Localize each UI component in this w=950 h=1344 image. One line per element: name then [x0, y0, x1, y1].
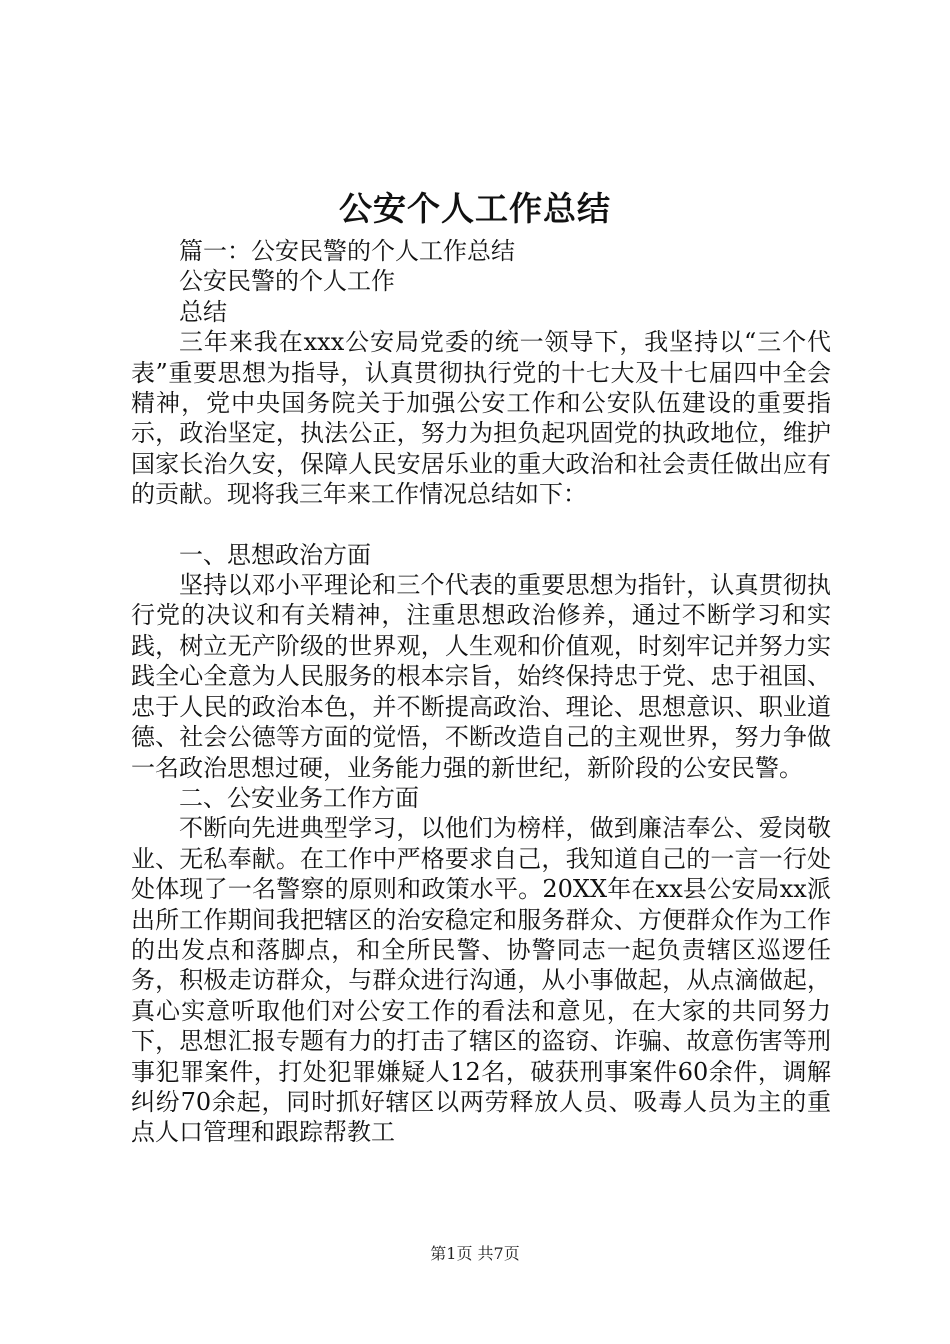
- intro-paragraph: 三年来我在xxx公安局党委的统一领导下，我坚持以“三个代表”重要思想为指导，认真贯彻执行党的十七大及十七届四中全会精神，党中央国务院关于加强公安工作和公安队伍建设的重要指示，政治坚定，执法公正，努力为担负起巩固党的执政地位，维护国家长治久安，保障人民安居乐业的重大政治和社会责任做出应有的贡献。现将我三年来工作情况总结如下：: [131, 328, 831, 509]
- subheading-line-two: 总结: [179, 297, 227, 326]
- blank-line: [131, 510, 831, 540]
- section-heading-chapter-one: 篇一：公安民警的个人工作总结: [179, 237, 515, 265]
- document-title: 公安个人工作总结: [339, 189, 611, 228]
- section-heading-police-work: 二、公安业务工作方面: [179, 783, 419, 812]
- document-body: [131, 236, 831, 1148]
- section-heading-political: 一、思想政治方面: [179, 540, 371, 569]
- page-number-footer: 第1页 共7页: [430, 1244, 520, 1263]
- political-paragraph: 坚持以邓小平理论和三个代表的重要思想为指针，认真贯彻执行党的决议和有关精神，注重思想政治修养，通过不断学习和实践，树立无产阶级的世界观，人生观和价值观，时刻牢记并努力实践全心全意为人民服务的根本宗旨，始终保持忠于党、忠于祖国、忠于人民的政治本色，并不断提高政治、理论、思想意识、职业道德、社会公德等方面的觉悟，不断改造自己的主观世界，努力争做一名政治思想过硬，业务能力强的新世纪，新阶段的公安民警。: [131, 571, 831, 782]
- subheading-line-one: 公安民警的个人工作: [179, 267, 395, 296]
- police-work-paragraph: 不断向先进典型学习，以他们为榜样，做到廉洁奉公、爱岗敬业、无私奉献。在工作中严格要求自己，我知道自己的一言一行处处体现了一名警察的原则和政策水平。20XX年在xx县公安局xx派出所工作期间我把辖区的治安稳定和服务群众、方便群众作为工作的出发点和落脚点，和全所民警、协警同志一起负责辖区巡逻任务，积极走访群众，与群众进行沟通，从小事做起，从点滴做起，真心实意听取他们对公安工作的看法和意见，在大家的共同努力下，思想汇报专题有力的打击了辖区的盗窃、诈骗、故意伤害等刑事犯罪案件，打处犯罪嫌疑人12名，破获刑事案件60余件，调解纠纷70余起，同时抓好辖区以两劳释放人员、吸毒人员为主的重点人口管理和跟踪帮教工: [131, 814, 831, 1147]
